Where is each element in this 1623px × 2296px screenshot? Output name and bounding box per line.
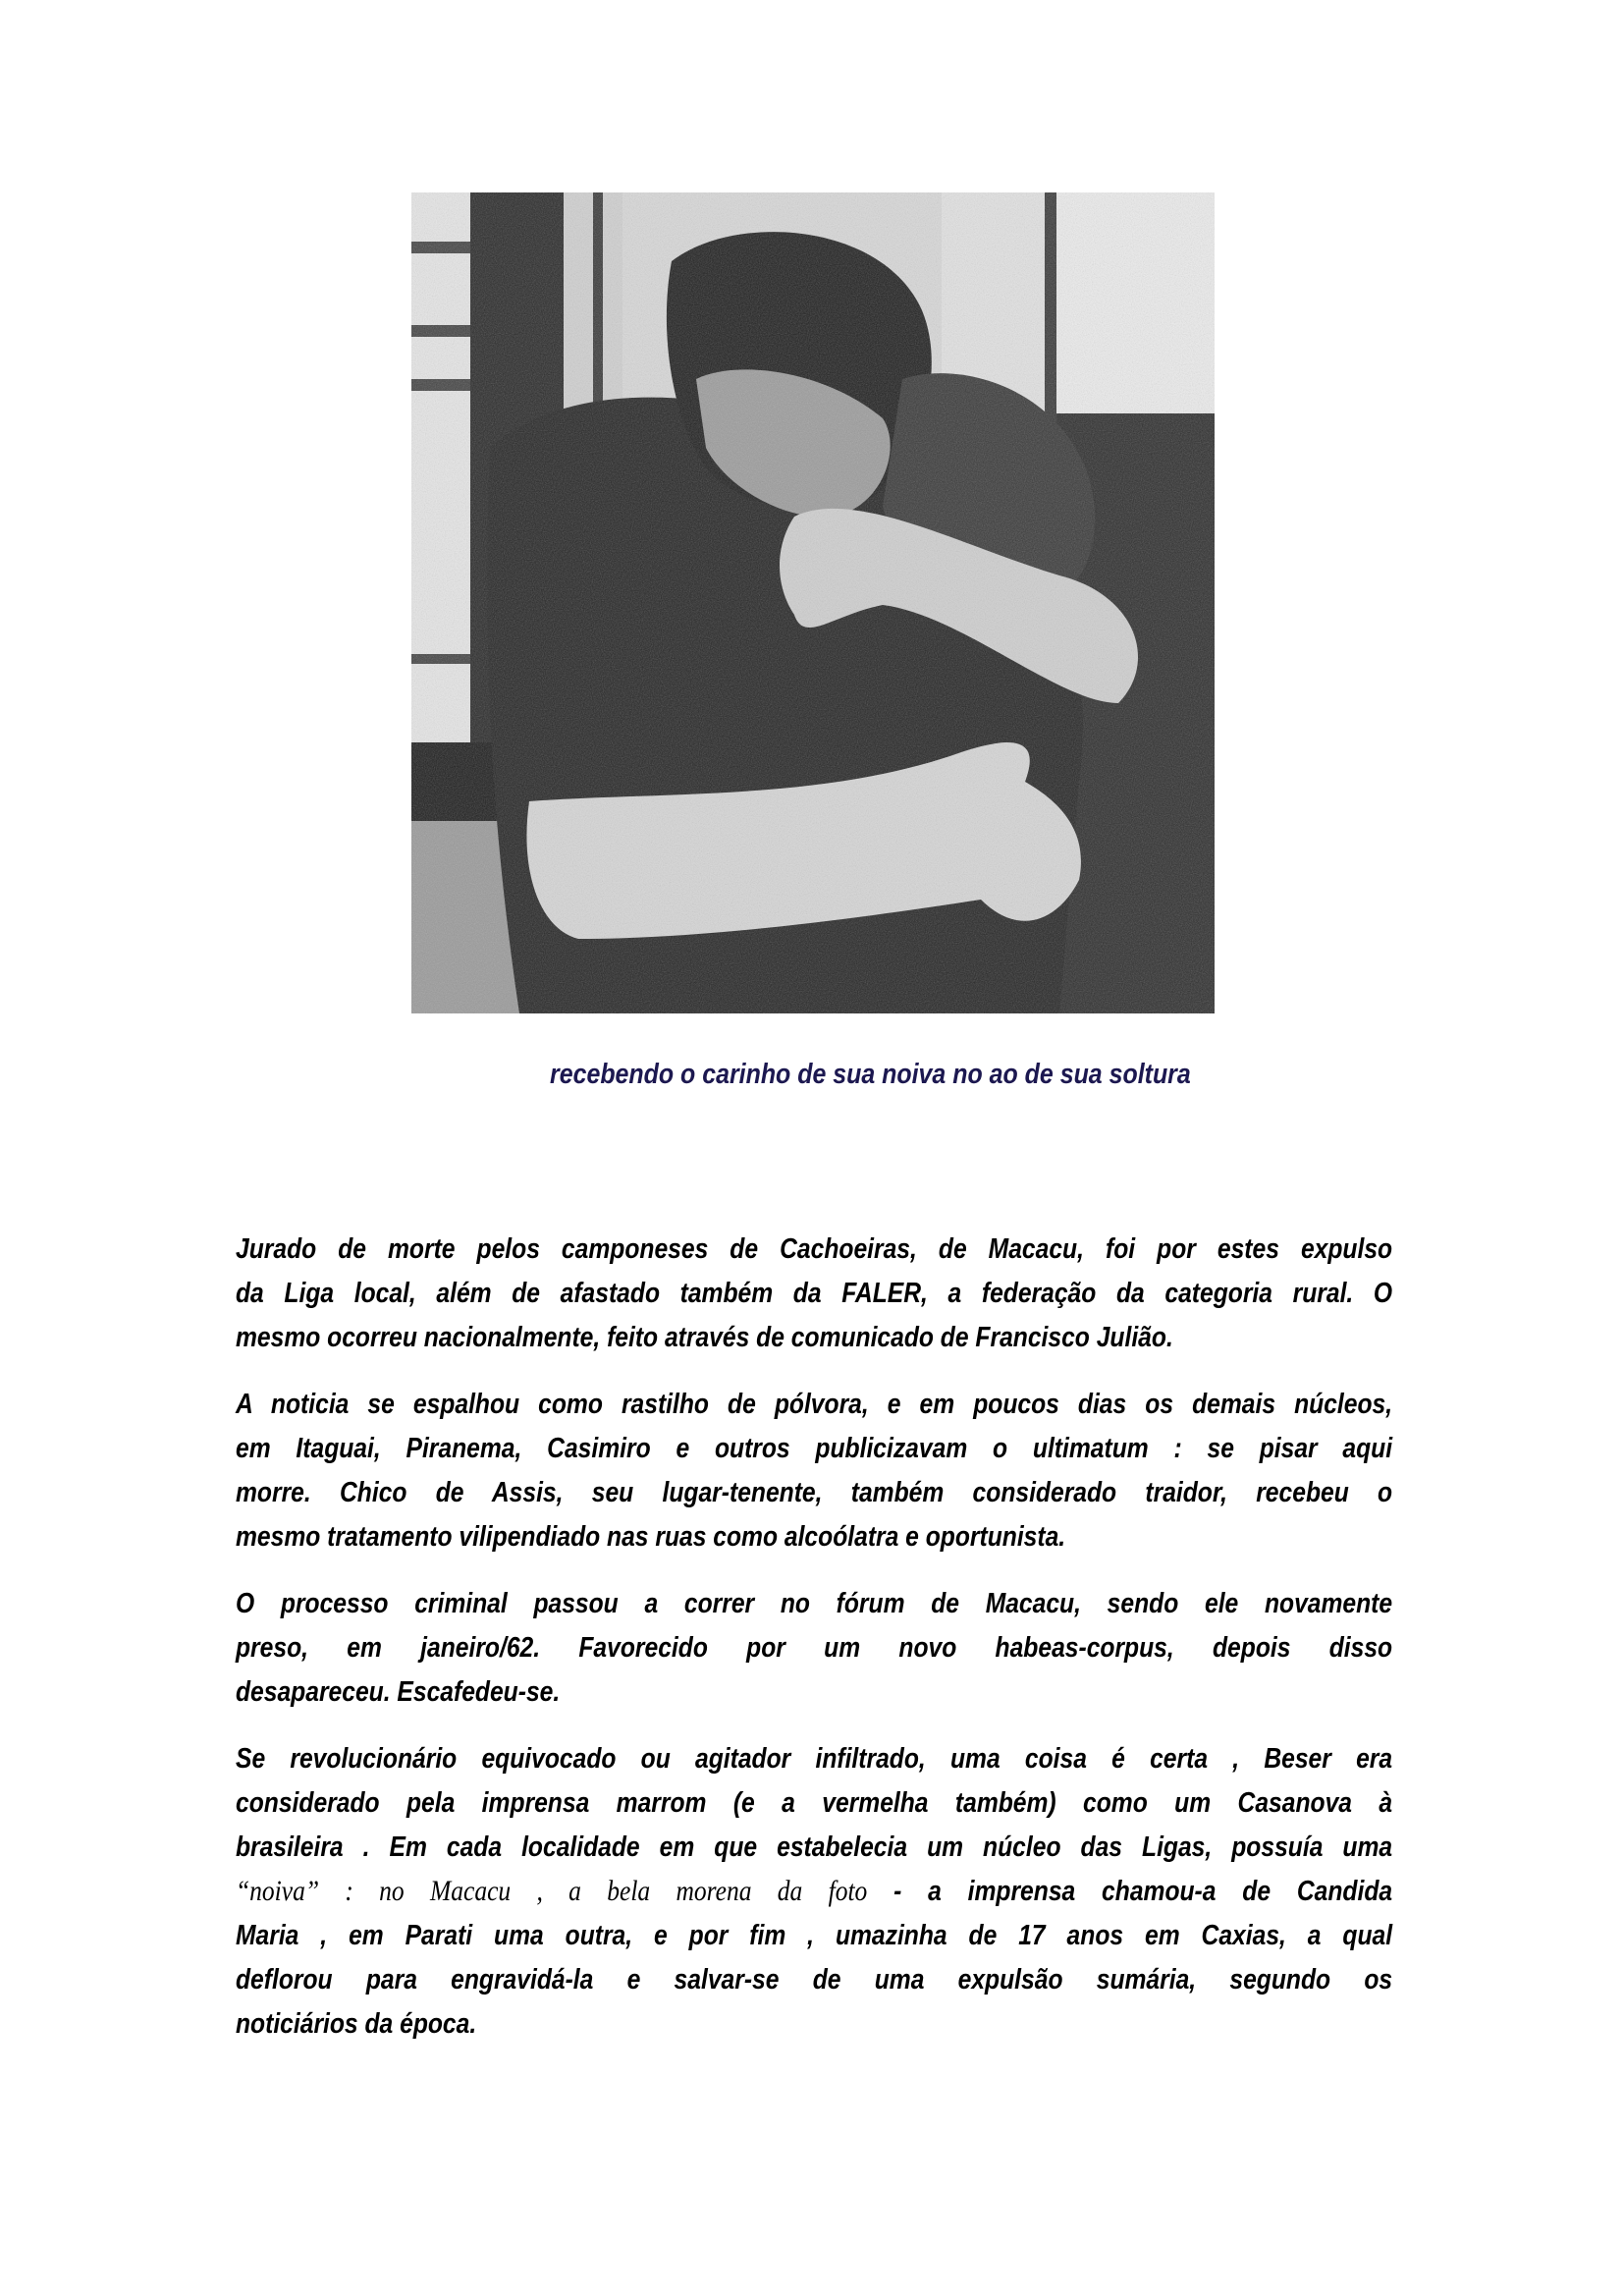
text-line: morre. Chico de Assis, seu lugar-tenente, também considerado traidor, recebeu o bbox=[236, 1477, 1393, 1508]
paragraph-1 bbox=[236, 1231, 1392, 1364]
sans-segment: - a imprensa chamou-a de Candida bbox=[867, 1876, 1393, 1907]
photo-caption: recebendo o carinho de sua noiva no ao de sua soltura bbox=[550, 1059, 1191, 1090]
newspaper-photo-embrace bbox=[411, 192, 1215, 1013]
paragraph-2 bbox=[236, 1387, 1392, 1563]
text-line: brasileira . Em cada localidade em que estabelecia um núcleo das Ligas, possuía uma bbox=[236, 1831, 1393, 1863]
text-line: Maria , em Parati uma outra, e por fim , umazinha de 17 anos em Caxias, a qual bbox=[236, 1920, 1393, 1951]
text-line: mesmo tratamento vilipendiado nas ruas como alcoólatra e oportunista. bbox=[236, 1521, 1066, 1553]
text-line: Jurado de morte pelos camponeses de Cachoeiras, de Macacu, foi por estes expulso bbox=[236, 1233, 1393, 1265]
text-line: A noticia se espalhou como rastilho de pólvora, e em poucos dias os demais núcleos, bbox=[236, 1389, 1393, 1420]
paragraph-3 bbox=[236, 1586, 1392, 1719]
text-line: O processo criminal passou a correr no fórum de Macacu, sendo ele novamente bbox=[236, 1588, 1393, 1619]
text-line: em Itaguai, Piranema, Casimiro e outros publicizavam o ultimatum : se pisar aqui bbox=[236, 1433, 1393, 1464]
text-line: noticiários da época. bbox=[236, 2008, 477, 2040]
text-line: preso, em janeiro/62. Favorecido por um novo habeas-corpus, depois disso bbox=[236, 1632, 1393, 1664]
text-line: desapareceu. Escafedeu-se. bbox=[236, 1676, 561, 1708]
text-line: Se revolucionário equivocado ou agitador infiltrado, uma coisa é certa , Beser era bbox=[236, 1743, 1393, 1775]
text-line: da Liga local, além de afastado também da FALER, a federação da categoria rural. O bbox=[236, 1278, 1393, 1309]
text-line: deflorou para engravidá-la e salvar-se de uma expulsão sumária, segundo os bbox=[236, 1964, 1393, 1995]
text-line-mixed bbox=[236, 1874, 1392, 1918]
serif-segment: “noiva” : no Macacu , a bela morena da foto bbox=[236, 1875, 868, 1907]
paragraph-4 bbox=[236, 1741, 1392, 2050]
text-line: considerado pela imprensa marrom (e a vermelha também) como um Casanova à bbox=[236, 1787, 1393, 1819]
text-line: mesmo ocorreu nacionalmente, feito através de comunicado de Francisco Julião. bbox=[236, 1322, 1173, 1353]
photo-icon bbox=[411, 192, 1215, 1013]
article-body bbox=[236, 1231, 1392, 2073]
